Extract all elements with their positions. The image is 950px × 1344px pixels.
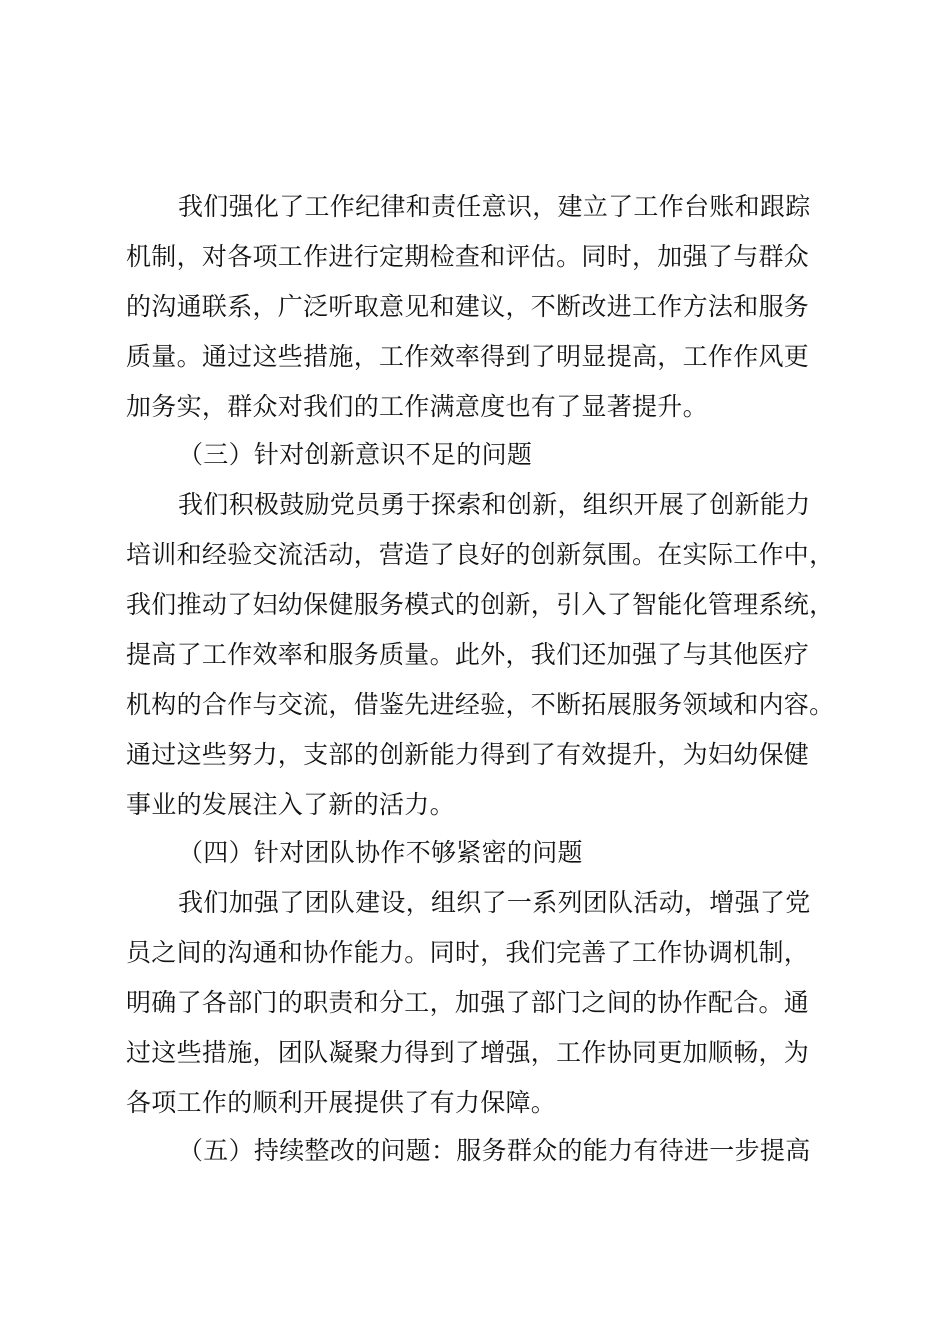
paragraph-3-line-4: 过这些措施，团队凝聚力得到了增强，工作协同更加顺畅，为 bbox=[126, 1038, 810, 1067]
paragraph-1-line-1: 我们强化了工作纪律和责任意识，建立了工作台账和跟踪 bbox=[178, 192, 811, 221]
paragraph-3-line-2: 员之间的沟通和协作能力。同时，我们完善了工作协调机制， bbox=[126, 938, 810, 967]
paragraph-3-line-5: 各项工作的顺利开展提供了有力保障。 bbox=[126, 1088, 557, 1117]
paragraph-2-line-1: 我们积极鼓励党员勇于探索和创新，组织开展了创新能力 bbox=[178, 490, 811, 519]
section-heading-5: （五）持续整改的问题：服务群众的能力有待进一步提高 bbox=[178, 1136, 811, 1165]
paragraph-3-line-3: 明确了各部门的职责和分工，加强了部门之间的协作配合。通 bbox=[126, 988, 810, 1017]
paragraph-2-line-4: 提高了工作效率和服务质量。此外，我们还加强了与其他医疗 bbox=[126, 640, 810, 669]
paragraph-1-line-5: 加务实，群众对我们的工作满意度也有了显著提升。 bbox=[126, 392, 708, 421]
paragraph-1-line-4: 质量。通过这些措施，工作效率得到了明显提高，工作作风更 bbox=[126, 342, 810, 371]
paragraph-1-line-3: 的沟通联系，广泛听取意见和建议，不断改进工作方法和服务 bbox=[126, 292, 810, 321]
section-heading-4: （四）针对团队协作不够紧密的问题 bbox=[178, 838, 583, 867]
paragraph-2-line-2: 培训和经验交流活动，营造了良好的创新氛围。在实际工作中， bbox=[126, 540, 835, 569]
paragraph-2-line-6: 通过这些努力，支部的创新能力得到了有效提升，为妇幼保健 bbox=[126, 740, 810, 769]
paragraph-2-line-7: 事业的发展注入了新的活力。 bbox=[126, 790, 455, 819]
paragraph-3-line-1: 我们加强了团队建设，组织了一系列团队活动，增强了党 bbox=[178, 888, 811, 917]
paragraph-2-line-3: 我们推动了妇幼保健服务模式的创新，引入了智能化管理系统， bbox=[126, 590, 835, 619]
section-heading-3: （三）针对创新意识不足的问题 bbox=[178, 440, 533, 469]
paragraph-2-line-5: 机构的合作与交流，借鉴先进经验，不断拓展服务领域和内容。 bbox=[126, 690, 835, 719]
paragraph-1-line-2: 机制，对各项工作进行定期检查和评估。同时，加强了与群众 bbox=[126, 242, 810, 271]
